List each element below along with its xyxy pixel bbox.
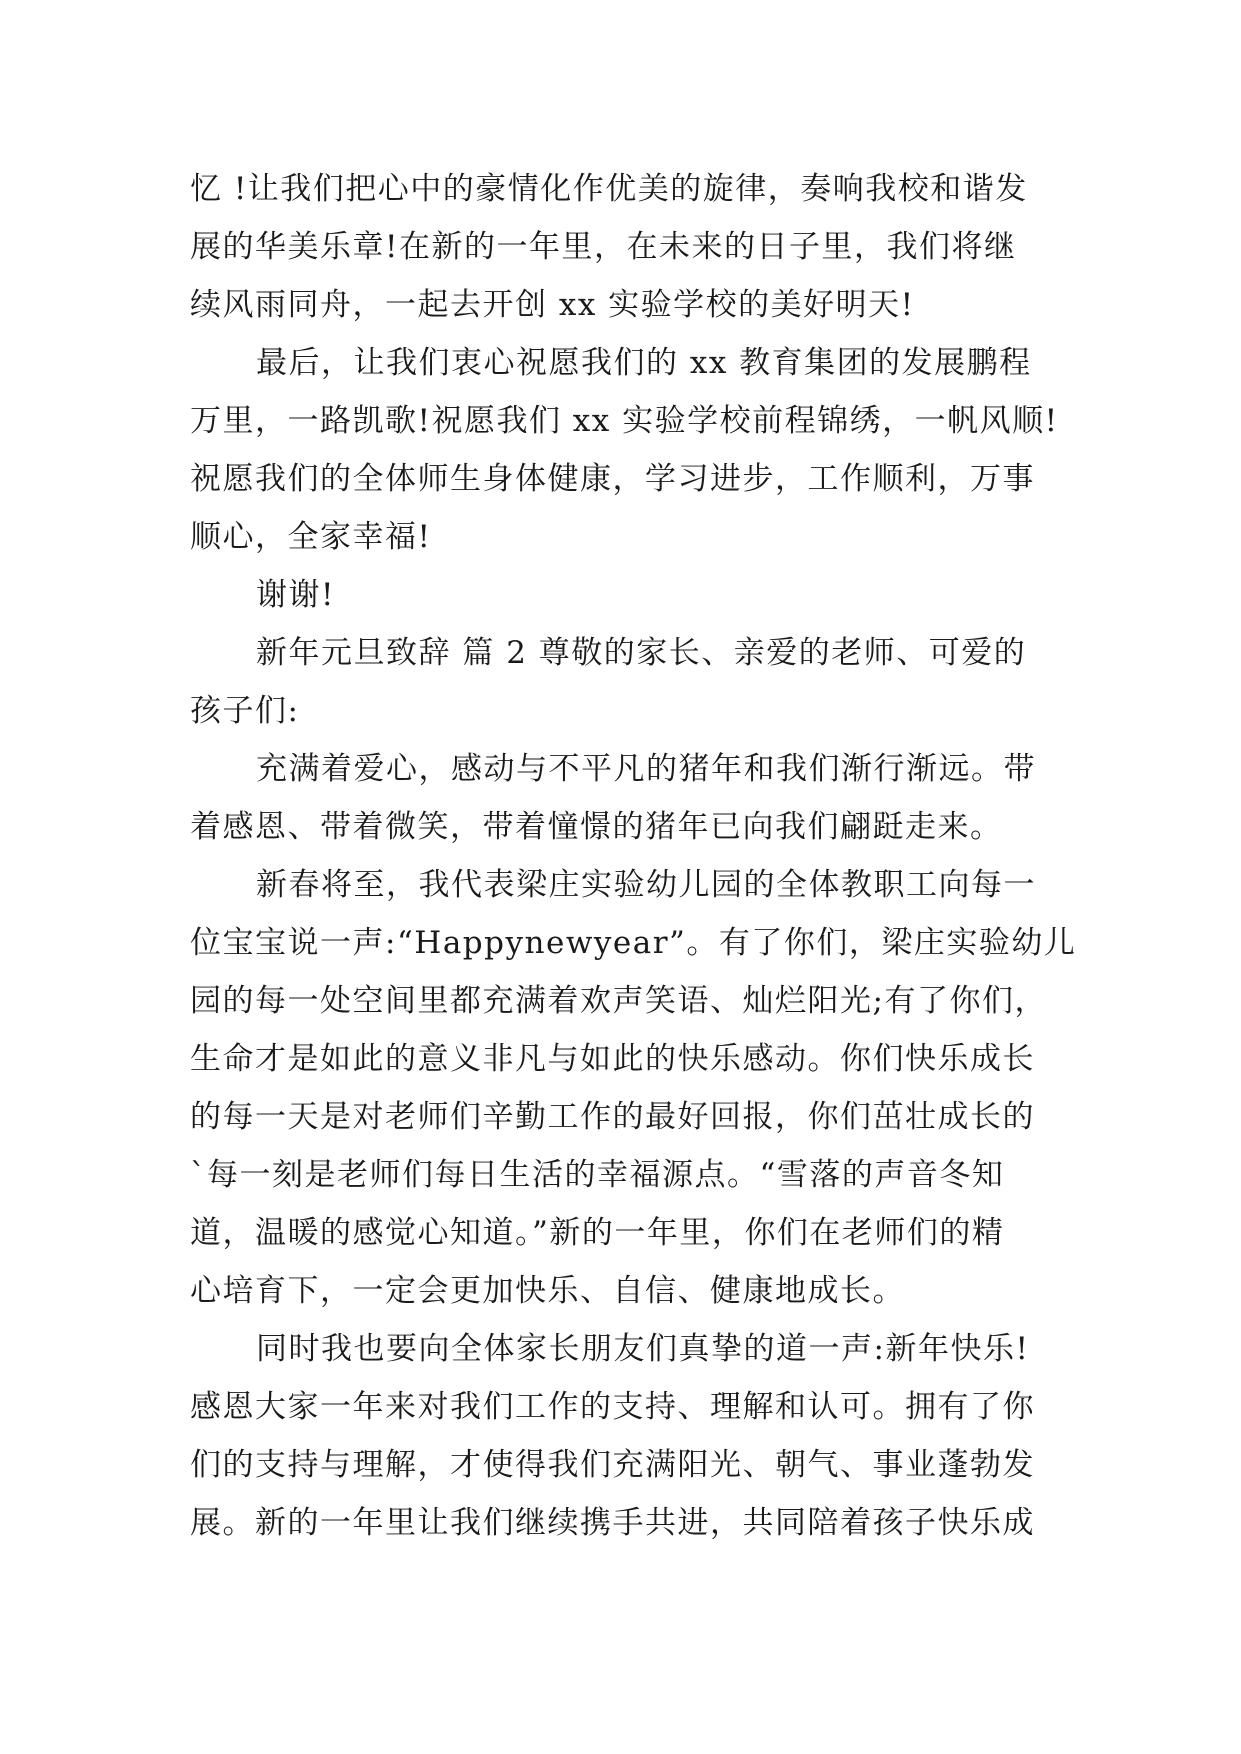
text-line: 的每一天是对老师们辛勤工作的最好回报，你们茁壮成长的 bbox=[190, 1099, 1035, 1135]
text-line: 同时我也要向全体家长朋友们真挚的道一声:新年快乐! bbox=[256, 1331, 1030, 1367]
text-line: 续风雨同舟，一起去开创 xx 实验学校的美好明天! bbox=[190, 287, 915, 323]
text-line: 顺心，全家幸福! bbox=[190, 519, 432, 555]
text-line: 祝愿我们的全体师生身体健康，学习进步，工作顺利，万事 bbox=[190, 461, 1035, 497]
text-line: 展的华美乐章!在新的一年里，在未来的日子里，我们将继 bbox=[190, 229, 1017, 265]
text-line: 新春将至，我代表梁庄实验幼儿园的全体教职工向每一 bbox=[256, 867, 1036, 903]
text-line: 生命才是如此的意义非凡与如此的快乐感动。你们快乐成长 bbox=[190, 1041, 1035, 1077]
text-line: 位宝宝说一声:“Happynewyear”。有了你们，梁庄实验幼儿 bbox=[190, 925, 1077, 961]
text-line: 着感恩、带着微笑，带着憧憬的猪年已向我们翩跹走来。 bbox=[190, 809, 1003, 845]
text-line: 孩子们: bbox=[190, 693, 300, 729]
text-line: 新年元旦致辞 篇 2 尊敬的家长、亲爱的老师、可爱的 bbox=[256, 635, 1027, 671]
text-line: 万里，一路凯歌!祝愿我们 xx 实验学校前程锦绣，一帆风顺! bbox=[190, 403, 1059, 439]
text-line: 感恩大家一年来对我们工作的支持、理解和认可。拥有了你 bbox=[190, 1389, 1035, 1425]
document-body bbox=[190, 160, 1077, 1552]
text-line: 心培育下，一定会更加快乐、自信、健康地成长。 bbox=[190, 1273, 905, 1309]
text-line: 道，温暖的感觉心知道。”新的一年里，你们在老师们的精 bbox=[190, 1215, 1005, 1251]
text-line: 们的支持与理解，才使得我们充满阳光、朝气、事业蓬勃发 bbox=[190, 1447, 1035, 1483]
text-line: 忆 !让我们把心中的豪情化作优美的旋律，奏响我校和谐发 bbox=[190, 171, 1028, 207]
text-line: 充满着爱心，感动与不平凡的猪年和我们渐行渐远。带 bbox=[256, 751, 1036, 787]
text-line: 展。新的一年里让我们继续携手共进，共同陪着孩子快乐成 bbox=[190, 1505, 1035, 1541]
text-line: 最后，让我们衷心祝愿我们的 xx 教育集团的发展鹏程 bbox=[256, 345, 1032, 381]
text-line: 谢谢! bbox=[256, 577, 335, 613]
text-line: `每一刻是老师们每日生活的幸福源点。“雪落的声音冬知 bbox=[190, 1157, 1005, 1193]
text-line: 园的每一处空间里都充满着欢声笑语、灿烂阳光;有了你们， bbox=[190, 983, 1047, 1019]
